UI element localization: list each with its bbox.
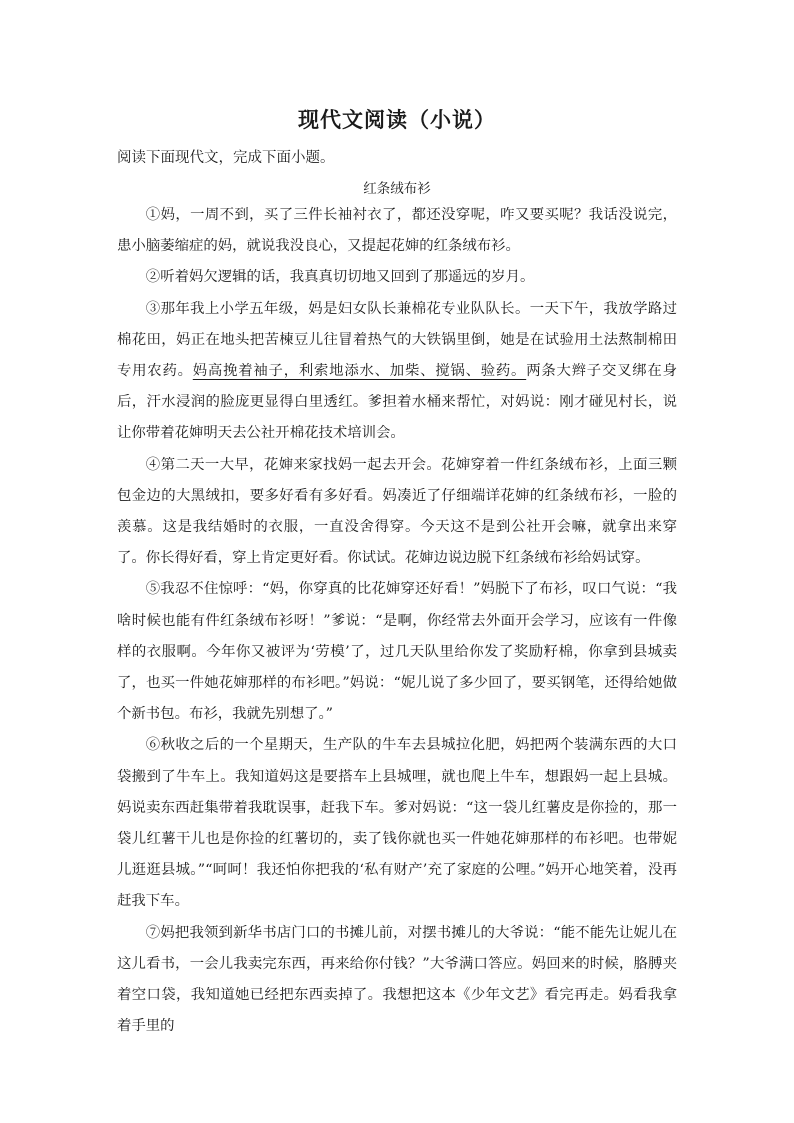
paragraph-text: ⑦妈把我领到新华书店门口的书摊儿前，对摆书摊儿的大爷说：“能不能先让妮儿在这儿看书，一会儿我卖完东西，再来给你付钱？”大爷满口答应。妈回来的时候，胳膊夹着空口袋，我知道她已经把东西卖掉了。我想把这本《少年文艺》看完再走。妈看我拿着手里的 xyxy=(117,924,677,1035)
paragraph-1 xyxy=(117,200,677,262)
underlined-sentence: 妈高挽着袖子，利索地添水、加柴、搅锅、验药。 xyxy=(192,363,527,380)
page-title: 现代文阅读（小说） xyxy=(298,107,496,132)
paragraph-2 xyxy=(117,262,677,293)
paragraph-text: ④第二天一大早，花婶来家找妈一起去开会。花婶穿着一件红条绒布衫，上面三颗包金边的大黑绒扣，要多好看有多好看。妈凑近了仔细端详花婶的红条绒布衫，一脸的羡慕。这是我结婚时的衣服，一直没舍得穿。今天这不是到公社开会嘛，就拿出来穿了。你长得好看，穿上肯定更好看。你试试。花婶边说边脱下红条绒布衫给妈试穿。 xyxy=(117,456,677,567)
paragraph-5 xyxy=(117,574,677,730)
paragraph-text: ③那年我上小学五年级，妈是妇女队长兼棉花专业队队长。一天下午，我放学路过棉花田，妈正在地头把苦楝豆儿往冒着热气的大铁锅里倒，她是在试验用土法熬制棉田专用农药。 xyxy=(117,300,677,380)
paragraph-text: 两条大辫子交叉绑在身后，汗水浸润的脸庞更显得白里透红。爹担着水桶来帮忙，对妈说：刚才碰见村长，说让你带着花婶明天去公社开棉花技术培训会。 xyxy=(117,363,677,442)
paragraph-7 xyxy=(117,918,677,1043)
paragraph-text: ⑥秋收之后的一个星期天，生产队的牛车去县城拉化肥，妈把两个装满东西的大口袋搬到了牛车上。我知道妈这是要搭车上县城哩，就也爬上牛车，想跟妈一起上县城。妈说卖东西赶集带着我耽误事，赶我下车。爹对妈说：“这一袋儿红薯皮是你捡的，那一袋儿红薯干儿也是你捡的红薯切的，卖了钱你就也买一件她花婶那样的布衫吧。也带妮儿逛逛县城。”“呵呵！我还怕你把我的‘私有财产’充了家庭的公哩。”妈开心地笑着，没再赶我下车。 xyxy=(117,737,677,910)
story-title: 红条绒布衫 xyxy=(363,181,431,197)
paragraph-4 xyxy=(117,450,677,575)
paragraph-text: ⑤我忍不住惊呼：“妈，你穿真的比花婶穿还好看！”妈脱下了布衫，叹口气说：“我啥时候也能有件红条绒布衫呀！”爹说：“是啊，你经常去外面开会学习，应该有一件像样的衣服啊。今年你又被评为‘劳模’了，过几天队里给你发了奖励籽棉，你拿到县城卖了，也买一件她花婶那样的布衫吧。”妈说：“妮儿说了多少回了，要买钢笔，还得给她做个新书包。布衫，我就先别想了。” xyxy=(117,581,677,723)
instruction-text: 阅读下面现代文，完成下面小题。 xyxy=(117,150,335,166)
paragraph-3 xyxy=(117,294,677,450)
paragraph-text: ②听着妈欠逻辑的话，我真真切切地又回到了那遥远的岁月。 xyxy=(145,269,535,286)
story-body xyxy=(117,200,677,1042)
paragraph-text: ①妈，一周不到，买了三件长袖衬衣了，都还没穿呢，咋又要买呢？我话没说完，患小脑萎缩症的妈，就说我没良心，又提起花婶的红条绒布衫。 xyxy=(117,207,677,255)
paragraph-6 xyxy=(117,730,677,917)
